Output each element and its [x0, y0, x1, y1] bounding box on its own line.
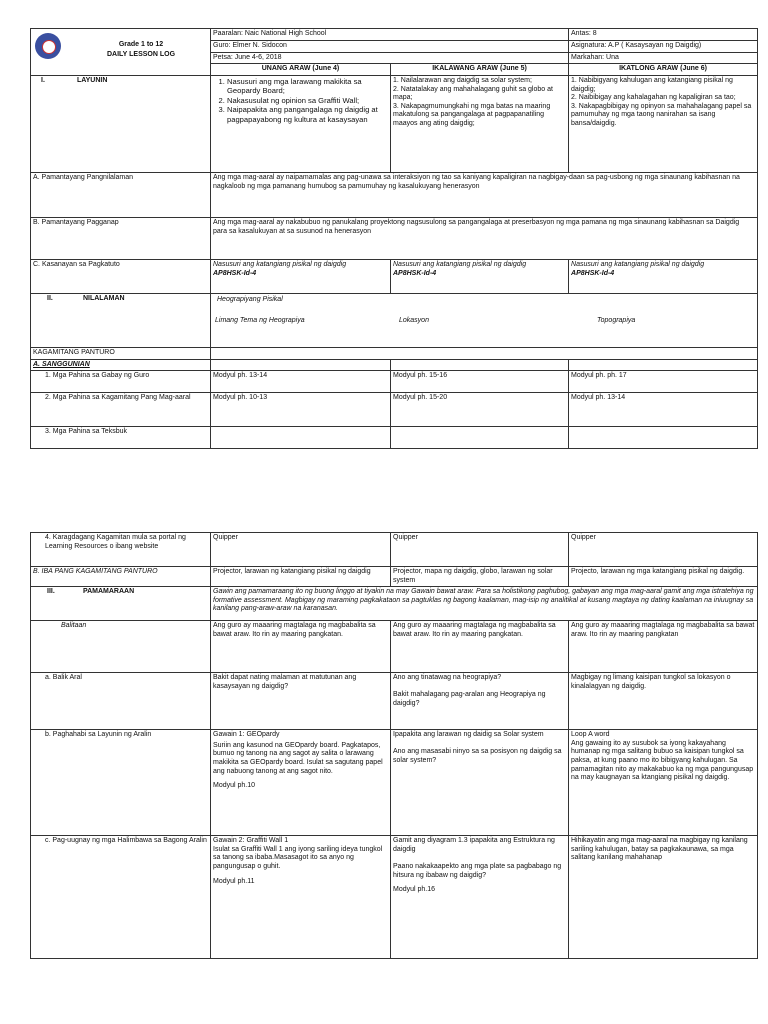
kagamitang-pang-mag-aaral-day2: Modyul ph. 15-20: [391, 393, 569, 427]
gabay-guro-day2: Modyul ph. 15-16: [391, 371, 569, 393]
paguugnay-day1-body: Isulat sa Graffiti Wall 1 ang iyong sariling ideya tungkol sa tanong sa ibaba.Masasagot ito sa anyo ng pangungusap o guhit.: [213, 845, 383, 870]
balitaan-day2: Ang guro ay maaaring magtalaga ng magbabalita sa bawat araw. Ito rin ay maaring pangkatan.: [391, 621, 569, 673]
paguugnay-day1-ref: Modyul ph.11: [213, 877, 255, 885]
lesson-log-page-2: [30, 532, 757, 959]
teksbuk-label: 3. Mga Pahina sa Teksbuk: [31, 427, 211, 449]
date-field: Petsa: June 4-6, 2018: [211, 52, 569, 64]
sanggunian-day2: [391, 359, 569, 371]
kagamitang-pang-mag-aaral-label: 2. Mga Pahina sa Kagamitang Pang Mag-aaral: [31, 393, 211, 427]
sanggunian-day1: [211, 359, 391, 371]
kasanayan-day3-text: Nasusuri ang katangiang pisikal ng daigdig: [571, 261, 705, 268]
layunin-day1: [211, 76, 391, 173]
kasanayan-day2-text: Nasusuri ang katangiang pisikal ng daigdig: [393, 261, 527, 268]
pamamaraan-label: PAMAMARAAN: [82, 588, 135, 596]
layunin-day2: 1. Nailalarawan ang daigdig sa solar system; 2. Natatalakay ang mahahalagang guhit sa globo at mapa; 3. Nakapagmumungkahi ng mga batas na maaring makatulong sa pangangalaga at pagpapanatiling maayos ang ating daigdig;: [391, 76, 569, 173]
balik-aral-label: a. Balik Aral: [31, 673, 211, 730]
layunin-day1-item: 2. Nakasusulat ng opinion sa Graffiti Wall;: [227, 96, 388, 105]
paghahabi-day1-title: Gawain 1: GEOpardy: [213, 731, 280, 739]
nilalaman-label-cell: [31, 294, 211, 348]
nilalaman-sub1: Limang Tema ng Heograpiya: [215, 317, 305, 324]
kagamitang-pang-mag-aaral-day3: Modyul ph. 13-14: [569, 393, 758, 427]
sanggunian-label: A. SANGGUNIAN: [31, 359, 211, 371]
day1-heading: UNANG ARAW (June 4): [211, 64, 391, 76]
kasanayan-day1-code: AP8HSK-Id-4: [213, 269, 257, 277]
balik-aral-day2: Ano ang tinatawag na heograpiya? Bakit mahalagang pag-aralan ang Heograpiya ng daigdig?: [391, 673, 569, 730]
kasanayan-day1: [211, 260, 391, 294]
paguugnay-label: c. Pag-uugnay ng mga Halimbawa sa Bagong Aralin: [31, 836, 211, 959]
karagdagang-kagamitan-day2: Quipper: [391, 533, 569, 567]
kagamitang-pang-mag-aaral-day1: Modyul ph. 10-13: [211, 393, 391, 427]
quarter-field: Markahan: Una: [569, 52, 758, 64]
subject-field: Asignatura: A.P ( Kasaysayan ng Daigdig): [569, 40, 758, 52]
iba-pang-kagamitan-day1: Projector, larawan ng katangiang pisikal ng daigdig: [211, 567, 391, 587]
pamantayang-pangnilalaman-text: Ang mga mag-aaral ay naipamamalas ang pag-unawa sa interaksiyon ng tao sa kaniyang kapaligiran na nagbigay-daan sa pag-usbong ng mga sinaunang kabihasnan na nagkaloob ng mga pamanang humubog sa pamumuhay ng kasalukuyang henerasyon: [211, 173, 758, 218]
iba-pang-kagamitan-label: B. IBA PANG KAGAMITANG PANTURO: [31, 567, 211, 587]
school-field: Paaralan: Naic National High School: [211, 29, 569, 41]
nilalaman-content: [211, 294, 758, 348]
layunin-label: LAYUNIN: [76, 77, 108, 84]
karagdagang-kagamitan-label: 4. Karagdagang Kagamitan mula sa portal ng Learning Resources o ibang website: [31, 533, 211, 567]
teksbuk-day1: [211, 427, 391, 449]
pamantayang-pagganap-text: Ang mga mag-aaral ay nakabubuo ng panukalang proyektong nagsusulong sa pangangalaga at preserbasyon ng mga pamana ng mga sinaunang kabihasnan sa Daigdig para sa kasalukuyan at sa susunod na henerasyon: [211, 218, 758, 260]
gabay-guro-day1: Modyul ph. 13-14: [211, 371, 391, 393]
paghahabi-day1-body: Suriin ang kasunod na GEOpardy board. Pagkatapos, bumuo ng tanong na ang sagot ay salita o larawang makikita sa GEOpardy board. Isulat sa sagutang papel ang nabuong tanong at ang sagot nito.: [213, 741, 383, 775]
paguugnay-day1: [211, 836, 391, 959]
paguugnay-day3: Hihikayatin ang mga mag-aaral na magbigay ng kanilang sariling kahulugan, batay sa pagkakaunawa, sa mga salitang kanilang mahahanap: [569, 836, 758, 959]
header-title-cell: [31, 29, 211, 76]
teacher-field: Guro: Elmer N. Sidocon: [211, 40, 569, 52]
paghahabi-label: b. Paghahabi sa Layunin ng Aralin: [31, 730, 211, 836]
paguugnay-day2-ref: Modyul ph.16: [393, 886, 436, 894]
layunin-label-cell: [31, 76, 211, 173]
paghahabi-day3: Loop A word Ang gawaing ito ay susubok sa iyong kakayahang humanap ng mga salitang bubuo sa kaisipan tungkol sa paksa, at kung paano mo ito bibigyang kahulugan. Sa pamamagitan nito ay makakabuo ka ng mga pangungusap na may kaugnayan sa ktangiang pisikal ng daigdig.: [569, 730, 758, 836]
day2-heading: IKALAWANG ARAW (June 5): [391, 64, 569, 76]
balitaan-label: Balitaan: [31, 621, 211, 673]
layunin-number: I.: [41, 77, 45, 84]
layunin-day1-item: 3. Naipapakita ang pangangalaga ng daigdig at pagpapayabong ng kultura at kasaysayan: [227, 105, 388, 124]
pamantayang-pangnilalaman-label: A. Pamantayang Pangnilalaman: [31, 173, 211, 218]
kasanayan-day3-code: AP8HSK-Id-4: [571, 269, 615, 277]
kasanayan-day2-code: AP8HSK-Id-4: [393, 269, 437, 277]
balik-aral-day1: Bakit dapat nating malaman at matutunan ang kasaysayan ng daigdig?: [211, 673, 391, 730]
pamamaraan-number: III.: [47, 588, 55, 596]
day3-heading: IKATLONG ARAW (June 6): [569, 64, 758, 76]
sanggunian-day3: [569, 359, 758, 371]
kagamitan-empty: [211, 348, 758, 360]
grade-title: Grade 1 to 12: [118, 41, 164, 48]
lesson-log-table-1: [30, 28, 758, 449]
nilalaman-sub2: Lokasyon: [399, 317, 429, 324]
kasanayan-day2: [391, 260, 569, 294]
balitaan-day1: Ang guro ay maaaring magtalaga ng magbabalita sa bawat araw. Ito rin ay maaring pangkatan.: [211, 621, 391, 673]
level-field: Antas: 8: [569, 29, 758, 41]
lesson-log-page-1: [30, 28, 757, 449]
nilalaman-topic: Heograpiyang Pisikal: [217, 296, 283, 303]
iba-pang-kagamitan-day2: Projector, mapa ng daigdig, globo, larawan ng solar system: [391, 567, 569, 587]
kagamitan-label: KAGAMITANG PANTURO: [31, 348, 211, 360]
paguugnay-day1-title: Gawain 2: Graffiti Wall 1: [213, 837, 289, 845]
lesson-log-table-2: [30, 532, 758, 959]
balitaan-day3: Ang guro ay maaaring magtalaga ng magbabalita sa bawat araw. Ito rin ay maaring pangkatan: [569, 621, 758, 673]
paghahabi-day1: [211, 730, 391, 836]
log-title: DAILY LESSON LOG: [106, 51, 176, 58]
pamantayang-pagganap-label: B. Pamantayang Pagganap: [31, 218, 211, 260]
gabay-guro-label: 1. Mga Pahina sa Gabay ng Guro: [31, 371, 211, 393]
teksbuk-day3: [569, 427, 758, 449]
layunin-day3: 1. Nabibigyang kahulugan ang katangiang pisikal ng daigdig; 2. Naibibigay ang kahalagahan ng kapaligiran sa tao; 3. Nakapagbibigay ng opinyon sa mahahalagang papel sa pamumuhay ng mga taong nanirahan sa isang bansa/daigdig.: [569, 76, 758, 173]
nilalaman-number: II.: [47, 295, 53, 302]
paghahabi-day1-ref: Modyul ph.10: [213, 782, 256, 790]
paghahabi-day2: Ipapakita ang larawan ng daidig sa Solar system Ano ang masasabi ninyo sa sa posisyon ng daigdig sa solar system?: [391, 730, 569, 836]
nilalaman-label: NILALAMAN: [82, 295, 125, 302]
karagdagang-kagamitan-day3: Quipper: [569, 533, 758, 567]
paguugnay-day2: [391, 836, 569, 959]
balik-aral-day3: Magbigay ng limang kaisipan tungkol sa lokasyon o kinalalagyan ng daigdig.: [569, 673, 758, 730]
teksbuk-day2: [391, 427, 569, 449]
kasanayan-day1-text: Nasusuri ang katangiang pisikal ng daigdig: [213, 261, 347, 268]
kasanayan-label: C. Kasanayan sa Pagkatuto: [31, 260, 211, 294]
kasanayan-day3: [569, 260, 758, 294]
deped-seal-icon: [35, 33, 61, 59]
paguugnay-day2-body: Gamit ang diyagram 1.3 ipapakita ang Estruktura ng daigdig Paano nakakaapekto ang mga plate sa pagbabago ng hitsura ng ibabaw ng daigdig?: [393, 837, 562, 879]
layunin-day1-item: 1. Nasusuri ang mga larawang makikita sa Geopardy Board;: [227, 77, 388, 96]
gabay-guro-day3: Modyul ph. ph. 17: [569, 371, 758, 393]
iba-pang-kagamitan-day3: Projecto, larawan ng mga katangiang pisikal ng daigdig.: [569, 567, 758, 587]
nilalaman-sub3: Topograpiya: [597, 317, 636, 324]
pamamaraan-text: Gawin ang pamamaraang ito ng buong linggo at tiyakin na may Gawain bawat araw. Para sa holistikong paghubog, gabayan ang mga mag-aaral gamit ang mga istratehiya ng formative assessment. Magbigay ng maraming pagkakataon sa pagtuklas ng bagong kaalaman, mag-isip ng analitikal at kusang magtaya ng dating kaalaman na iniuugnay sa kanilang pang-araw-araw na karanasan.: [211, 587, 758, 621]
pamamaraan-label-cell: [31, 587, 211, 621]
karagdagang-kagamitan-day1: Quipper: [211, 533, 391, 567]
